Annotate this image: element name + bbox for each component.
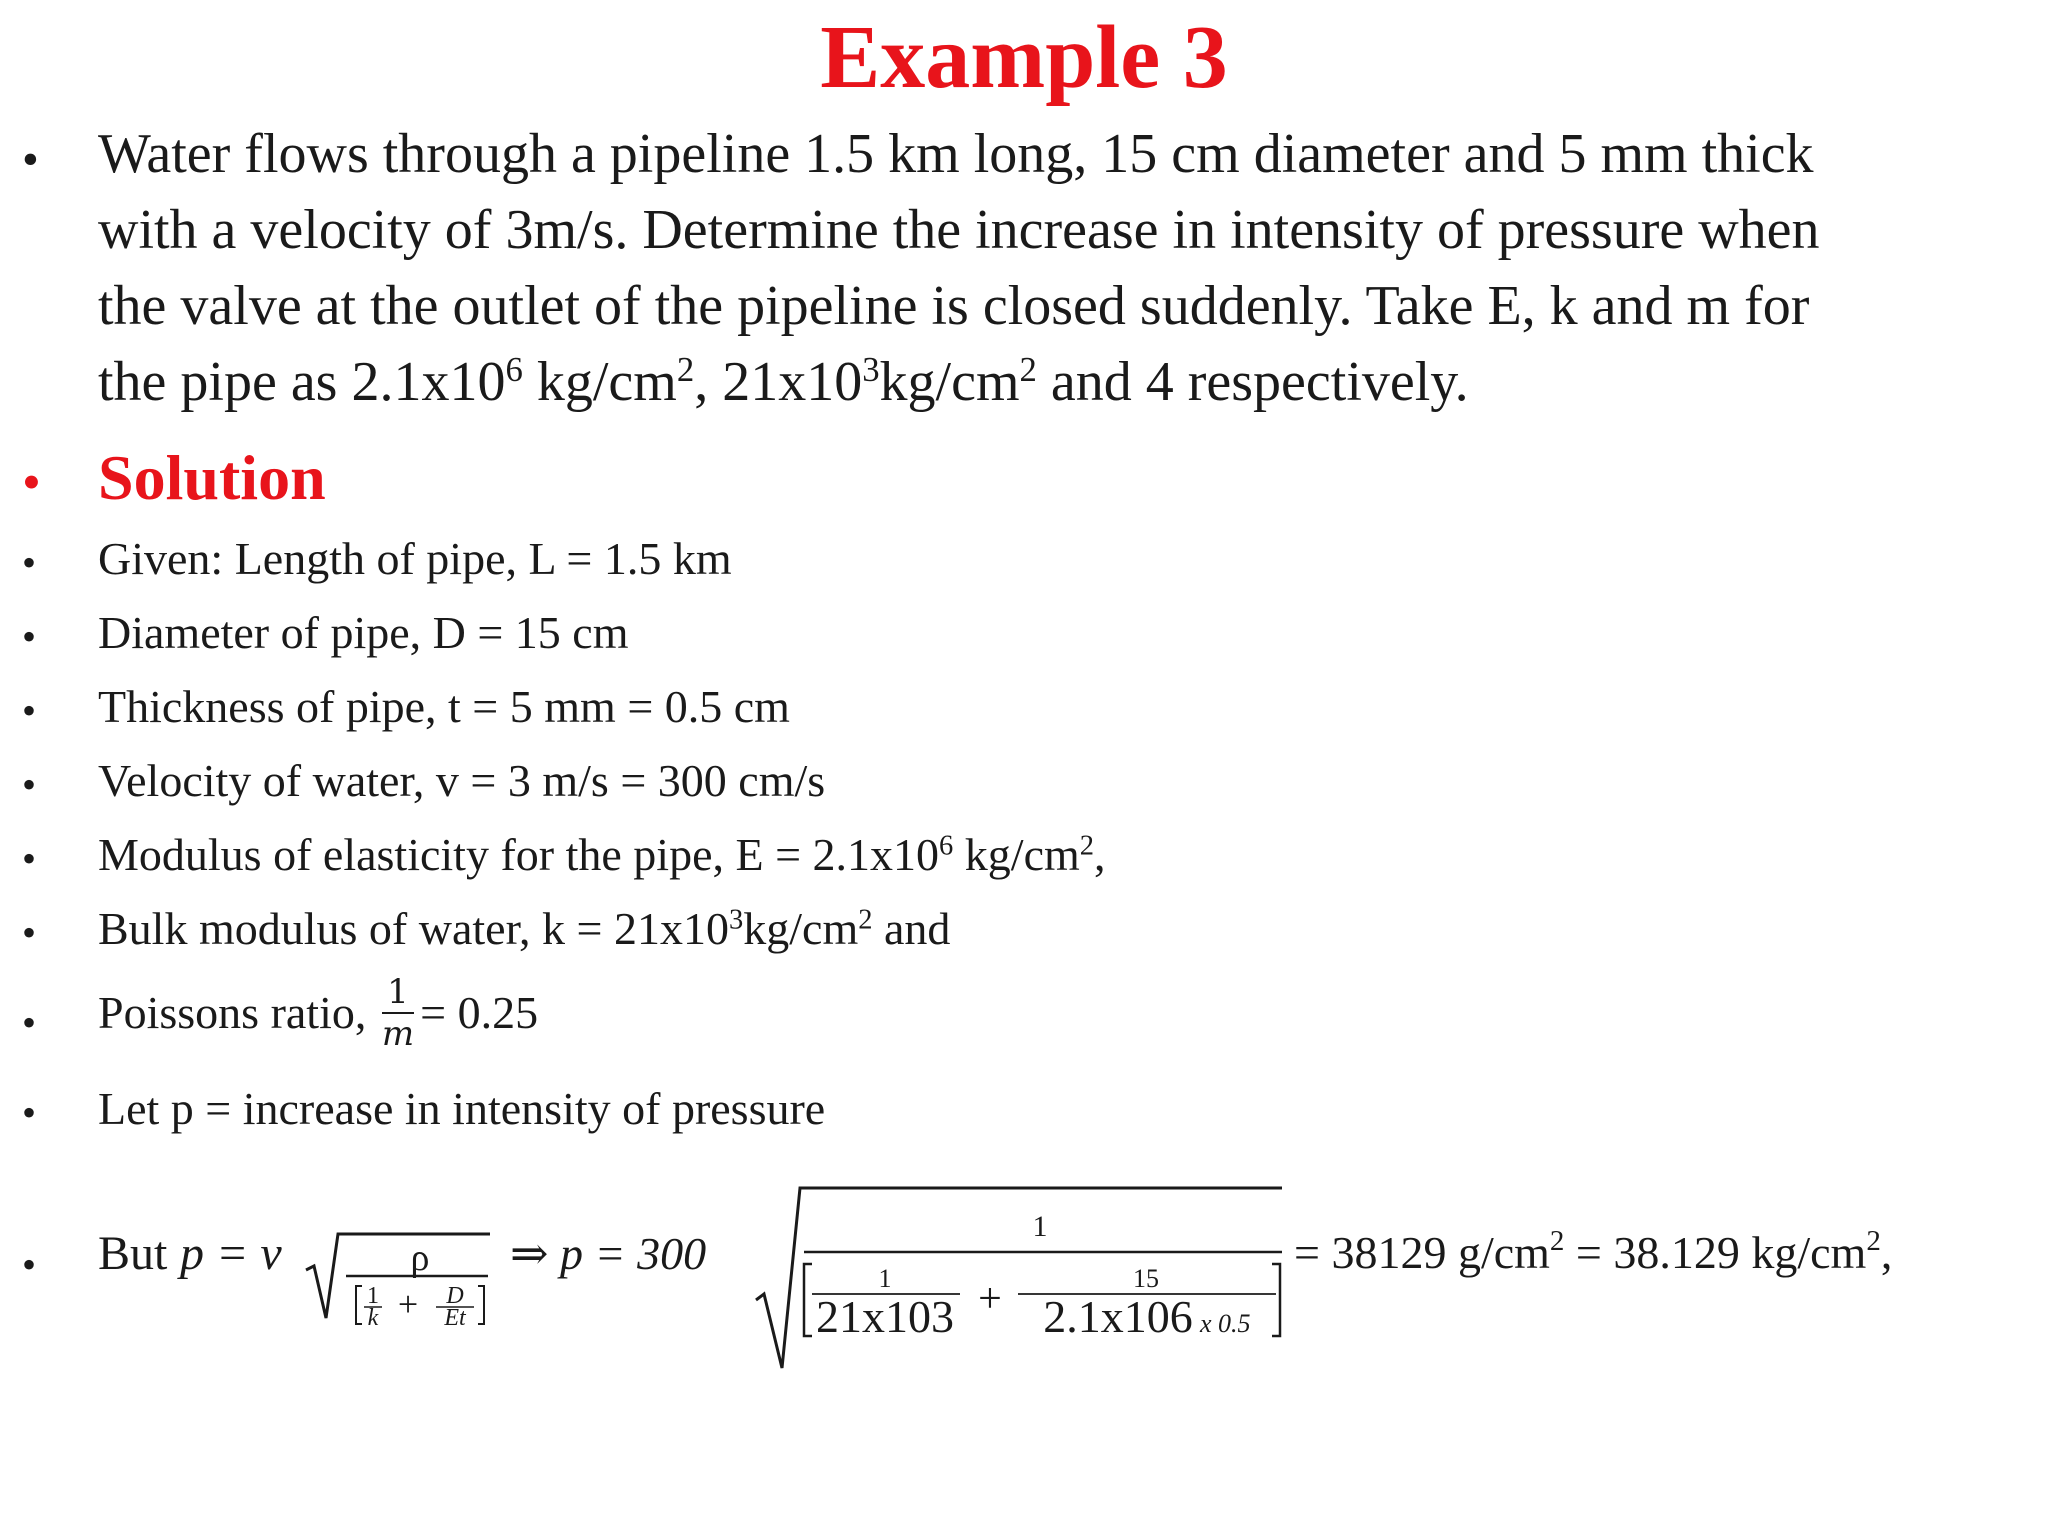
given-text: Bulk modulus of water, k = 21x10 bbox=[98, 903, 729, 954]
given-text: Poissons ratio, bbox=[98, 987, 378, 1038]
left-bracket bbox=[356, 1286, 362, 1324]
problem-text: kg/cm bbox=[522, 351, 677, 413]
bullet-marker: • bbox=[22, 688, 37, 733]
problem-line-1: Water flows through a pipeline 1.5 km long, 15 cm diameter and 5 mm thick bbox=[98, 123, 1814, 185]
result-text: = 38129 g/cm bbox=[1294, 1227, 1550, 1278]
superscript: 2 bbox=[1866, 1225, 1881, 1257]
inner-plus: + bbox=[978, 1276, 1002, 1322]
problem-text: , 21x10 bbox=[694, 351, 863, 413]
given-let-p: Let p = increase in intensity of pressure bbox=[98, 1083, 826, 1134]
formula-result bbox=[1294, 1225, 1892, 1278]
problem-text: and 4 respectively. bbox=[1036, 351, 1469, 413]
bullet-marker: • bbox=[22, 1090, 37, 1135]
formula-k: k bbox=[367, 1305, 379, 1331]
outer-numerator: 1 bbox=[1032, 1210, 1048, 1243]
formula-D: D bbox=[446, 1283, 464, 1309]
given-text: Modulus of elasticity for the pipe, E = 2.1x10 bbox=[98, 829, 940, 880]
right-bracket bbox=[478, 1286, 484, 1324]
given-text: and bbox=[872, 903, 951, 954]
problem-text: kg/cm bbox=[879, 351, 1020, 413]
given-text: kg/cm bbox=[953, 829, 1080, 880]
superscript: 2 bbox=[1019, 349, 1037, 389]
bullet-marker: • bbox=[22, 836, 37, 881]
right-bracket bbox=[1272, 1264, 1280, 1336]
bullet-marker: • bbox=[22, 614, 37, 659]
given-text: = 0.25 bbox=[420, 987, 539, 1038]
problem-line-2: with a velocity of 3m/s. Determine the increase in intensity of pressure when bbox=[98, 199, 1820, 261]
given-poisson bbox=[98, 972, 538, 1054]
formula-but: But bbox=[98, 1227, 168, 1280]
inner1-numerator: 1 bbox=[878, 1264, 892, 1293]
pressure-formula bbox=[0, 1170, 2048, 1370]
result-text: , bbox=[1880, 1227, 1893, 1278]
bullet-marker: • bbox=[22, 910, 37, 955]
problem-text: the pipe as 2.1x10 bbox=[98, 351, 506, 413]
given-bulk-modulus bbox=[98, 901, 950, 957]
bullet-marker: • bbox=[22, 1000, 37, 1045]
slide-title: Example 3 bbox=[820, 8, 1228, 107]
given-velocity: Velocity of water, v = 3 m/s = 300 cm/s bbox=[98, 755, 826, 806]
bullet-marker: • bbox=[22, 540, 37, 585]
inner2-numerator: 15 bbox=[1133, 1264, 1159, 1293]
problem-statement bbox=[98, 116, 2038, 420]
inner2-multiplier: x 0.5 bbox=[1200, 1309, 1251, 1338]
fraction-numerator: 1 bbox=[382, 972, 414, 1014]
given-text: kg/cm bbox=[743, 903, 859, 954]
given-diameter: Diameter of pipe, D = 15 cm bbox=[98, 607, 629, 658]
superscript: 3 bbox=[729, 904, 744, 936]
bullet-marker: • bbox=[22, 452, 41, 512]
poisson-fraction bbox=[382, 972, 414, 1054]
inner2-denominator: 2.1x106 bbox=[1043, 1291, 1193, 1342]
given-length: Given: Length of pipe, L = 1.5 km bbox=[98, 533, 732, 584]
formula-lhs: p = v bbox=[180, 1227, 282, 1280]
superscript: 6 bbox=[505, 349, 523, 389]
left-bracket bbox=[804, 1264, 812, 1336]
bullet-marker: • bbox=[22, 1242, 37, 1287]
formula-one: 1 bbox=[367, 1283, 379, 1309]
superscript: 6 bbox=[939, 830, 954, 862]
given-modulus bbox=[98, 827, 1106, 883]
superscript: 2 bbox=[676, 349, 695, 389]
given-thickness: Thickness of pipe, t = 5 mm = 0.5 cm bbox=[98, 681, 790, 732]
superscript: 2 bbox=[858, 904, 873, 936]
superscript: 3 bbox=[862, 349, 880, 389]
superscript: 2 bbox=[1079, 830, 1095, 862]
formula-rho: ρ bbox=[410, 1237, 430, 1279]
problem-line-3: the valve at the outlet of the pipeline is closed suddenly. Take E, k and m for bbox=[98, 275, 1810, 337]
fraction-denominator: m bbox=[381, 1014, 415, 1054]
formula-implies: ⇒ p = 300 bbox=[510, 1228, 707, 1279]
given-text: , bbox=[1094, 829, 1106, 880]
bullet-marker: • bbox=[22, 762, 37, 807]
formula-Et: Et bbox=[444, 1305, 466, 1331]
inner1-denominator: 21x103 bbox=[816, 1291, 954, 1342]
solution-heading: Solution bbox=[98, 442, 326, 513]
bullet-marker: • bbox=[22, 133, 39, 186]
formula-plus: + bbox=[397, 1284, 419, 1324]
superscript: 2 bbox=[1549, 1225, 1565, 1257]
problem-line-4 bbox=[98, 344, 2038, 420]
result-text: = 38.129 kg/cm bbox=[1564, 1227, 1867, 1278]
